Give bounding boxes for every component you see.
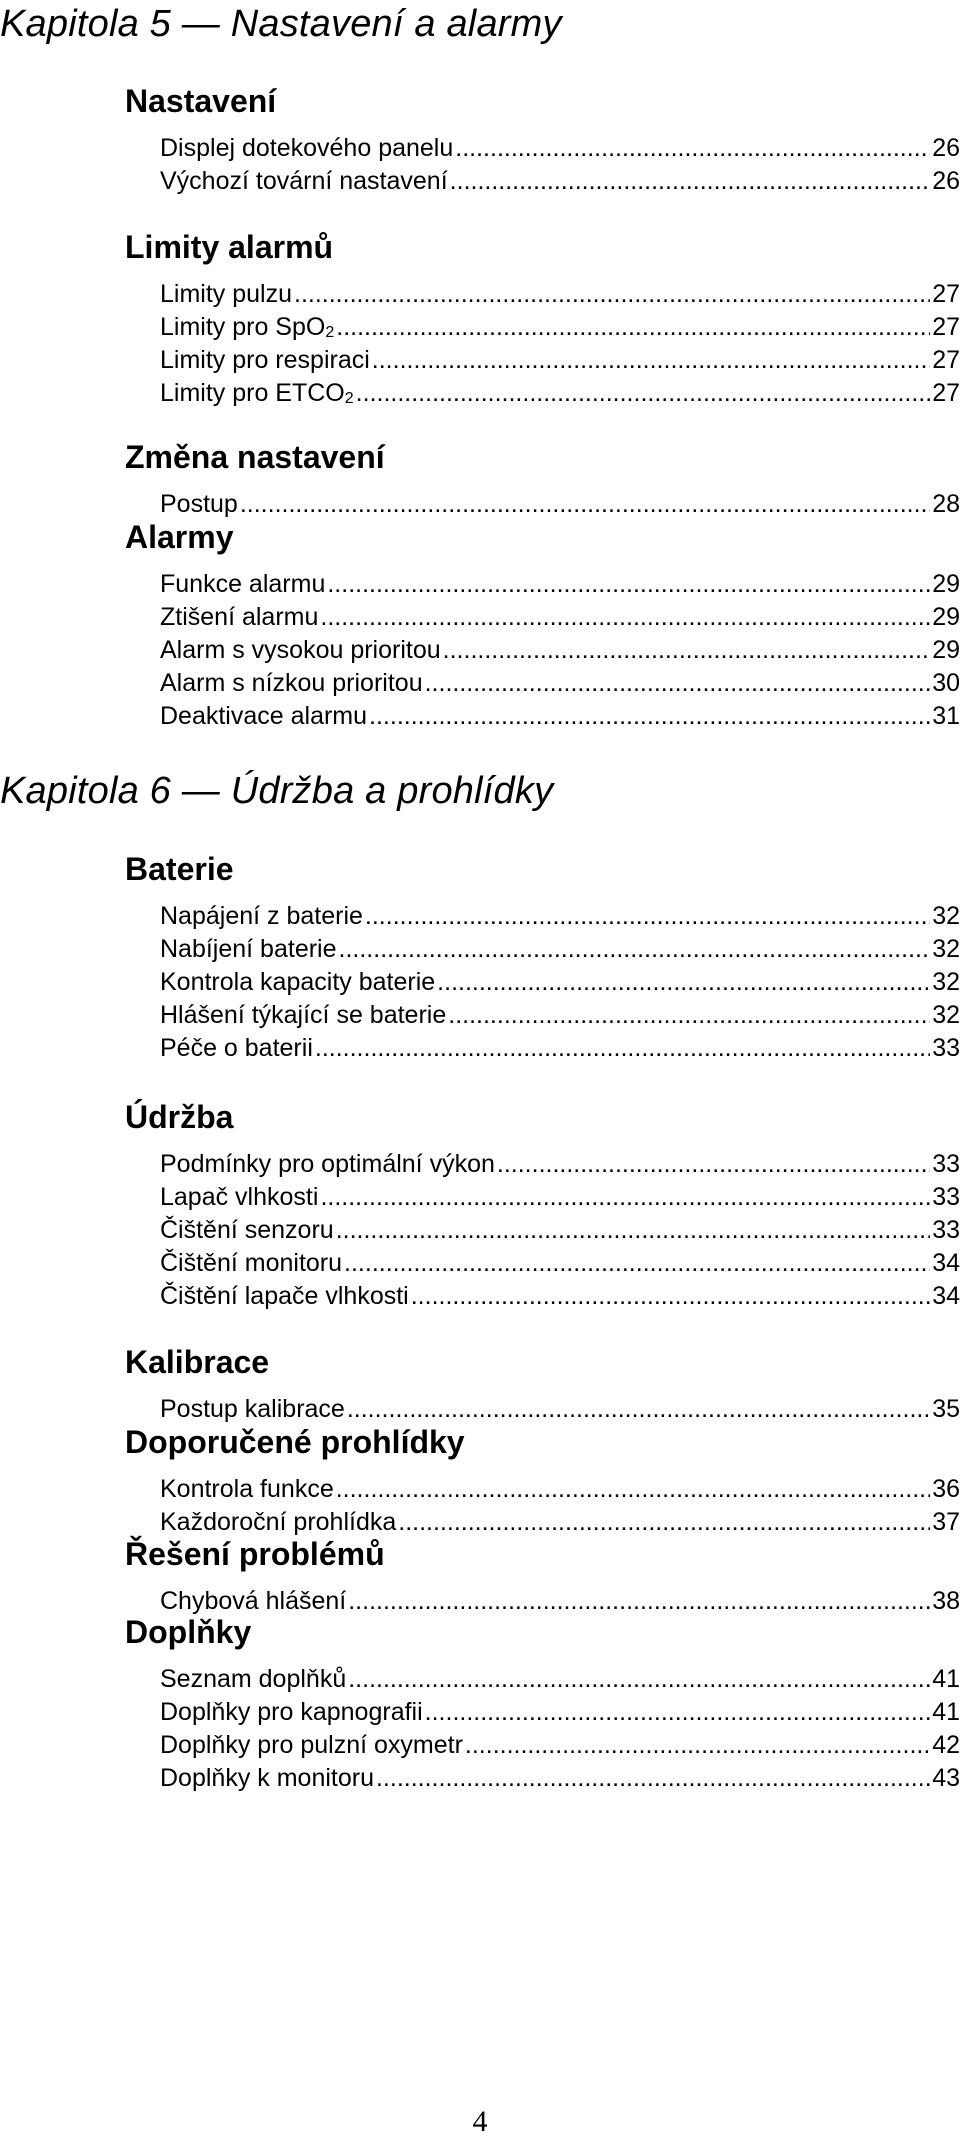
toc-entry[interactable] bbox=[160, 344, 960, 377]
dot-leader bbox=[376, 1762, 930, 1795]
section-title: Doporučené prohlídky bbox=[125, 1424, 465, 1460]
entry-page-number: 27 bbox=[932, 313, 960, 341]
entry-list bbox=[160, 1473, 960, 1539]
toc-section bbox=[125, 1098, 960, 1313]
entry-label: Péče o baterii bbox=[160, 1034, 313, 1062]
entry-page-number: 26 bbox=[932, 167, 960, 195]
entry-label: Kontrola funkce bbox=[160, 1475, 334, 1503]
entry-label: Výchozí tovární nastavení bbox=[160, 167, 448, 195]
page-number: 4 bbox=[472, 2105, 488, 2138]
entry-list bbox=[160, 1393, 960, 1426]
entry-label: Postup kalibrace bbox=[160, 1395, 345, 1423]
entry-page-number: 34 bbox=[932, 1249, 960, 1277]
entry-label: Limity pulzu bbox=[160, 280, 292, 308]
entry-list bbox=[160, 900, 960, 1065]
dot-leader bbox=[425, 1696, 931, 1729]
dot-leader bbox=[320, 601, 930, 634]
dot-leader bbox=[336, 1214, 930, 1247]
toc-section bbox=[125, 1423, 960, 1539]
entry-label-text: Limity pro ETCO bbox=[160, 379, 345, 407]
entry-page-number: 30 bbox=[932, 669, 960, 697]
toc-entry[interactable] bbox=[160, 999, 960, 1032]
toc-section bbox=[125, 850, 960, 1065]
toc-entry[interactable] bbox=[160, 1148, 960, 1181]
entry-page-number: 32 bbox=[932, 935, 960, 963]
dot-leader bbox=[344, 1247, 930, 1280]
dot-leader bbox=[320, 1181, 930, 1214]
toc-entry[interactable] bbox=[160, 1729, 960, 1762]
entry-page-number: 37 bbox=[932, 1508, 960, 1536]
entry-label: Hlášení týkající se baterie bbox=[160, 1001, 447, 1029]
chapter-title: Kapitola 5 — Nastavení a alarmy bbox=[0, 3, 562, 45]
dot-leader bbox=[327, 568, 930, 601]
toc-section bbox=[125, 82, 960, 198]
entry-label: Chybová hlášení bbox=[160, 1587, 347, 1615]
dot-leader bbox=[448, 999, 930, 1032]
section-title: Limity alarmů bbox=[125, 229, 334, 265]
entry-label bbox=[160, 311, 334, 344]
toc-entry[interactable] bbox=[160, 568, 960, 601]
entry-page-number: 31 bbox=[932, 702, 960, 730]
toc-entry[interactable] bbox=[160, 700, 960, 733]
entry-page-number: 27 bbox=[932, 379, 960, 407]
entry-page-number: 33 bbox=[932, 1216, 960, 1244]
entry-page-number: 41 bbox=[932, 1665, 960, 1693]
toc-entry[interactable] bbox=[160, 900, 960, 933]
toc-entry[interactable] bbox=[160, 488, 960, 521]
entry-list bbox=[160, 132, 960, 198]
toc-section bbox=[125, 1535, 960, 1618]
entry-page-number: 27 bbox=[932, 280, 960, 308]
entry-label: Čištění lapače vlhkosti bbox=[160, 1282, 409, 1310]
section-title: Údržba bbox=[125, 1099, 234, 1135]
dot-leader bbox=[372, 344, 930, 377]
entry-label: Alarm s vysokou prioritou bbox=[160, 636, 441, 664]
entry-label: Displej dotekového panelu bbox=[160, 134, 454, 162]
dot-leader bbox=[425, 667, 931, 700]
entry-page-number: 32 bbox=[932, 968, 960, 996]
entry-label: Ztišení alarmu bbox=[160, 603, 319, 631]
entry-label: Funkce alarmu bbox=[160, 570, 326, 598]
dot-leader bbox=[347, 1393, 930, 1426]
toc-entry[interactable] bbox=[160, 1280, 960, 1313]
toc-entry[interactable] bbox=[160, 1247, 960, 1280]
entry-label: Nabíjení baterie bbox=[160, 935, 337, 963]
section-title: Kalibrace bbox=[125, 1344, 270, 1380]
entry-page-number: 27 bbox=[932, 346, 960, 374]
entry-page-number: 33 bbox=[932, 1183, 960, 1211]
dot-leader bbox=[437, 966, 930, 999]
entry-label: Doplňky pro pulzní oxymetr bbox=[160, 1731, 463, 1759]
dot-leader bbox=[315, 1032, 930, 1065]
entry-page-number: 33 bbox=[932, 1150, 960, 1178]
dot-leader bbox=[240, 488, 930, 521]
dot-leader bbox=[365, 900, 930, 933]
entry-label: Čištění senzoru bbox=[160, 1216, 334, 1244]
entry-page-number: 43 bbox=[932, 1764, 960, 1792]
toc-entry[interactable] bbox=[160, 1032, 960, 1065]
toc-entry[interactable] bbox=[160, 278, 960, 311]
toc-entry[interactable] bbox=[160, 933, 960, 966]
entry-list bbox=[160, 568, 960, 733]
dot-leader bbox=[336, 1473, 930, 1506]
entry-label bbox=[160, 377, 354, 410]
entry-page-number: 41 bbox=[932, 1698, 960, 1726]
entry-list bbox=[160, 278, 960, 410]
dot-leader bbox=[348, 1663, 930, 1696]
toc-entry[interactable] bbox=[160, 1393, 960, 1426]
entry-page-number: 33 bbox=[932, 1034, 960, 1062]
entry-page-number: 32 bbox=[932, 902, 960, 930]
dot-leader bbox=[411, 1280, 930, 1313]
entry-page-number: 26 bbox=[932, 134, 960, 162]
entry-page-number: 42 bbox=[932, 1731, 960, 1759]
section-title: Nastavení bbox=[125, 83, 277, 119]
section-title: Změna nastavení bbox=[125, 439, 385, 475]
toc-section bbox=[125, 1343, 960, 1426]
entry-label: Alarm s nízkou prioritou bbox=[160, 669, 423, 697]
dot-leader bbox=[455, 132, 930, 165]
toc-entry[interactable] bbox=[160, 634, 960, 667]
subscript: 2 bbox=[344, 390, 354, 407]
dot-leader bbox=[450, 165, 931, 198]
dot-leader bbox=[369, 700, 930, 733]
entry-label: Napájení z baterie bbox=[160, 902, 363, 930]
toc-entry[interactable] bbox=[160, 377, 960, 410]
entry-label: Podmínky pro optimální výkon bbox=[160, 1150, 495, 1178]
section-title: Alarmy bbox=[125, 519, 234, 555]
toc-section bbox=[125, 518, 960, 733]
toc-entry[interactable] bbox=[160, 601, 960, 634]
entry-label: Seznam doplňků bbox=[160, 1665, 347, 1693]
entry-label: Doplňky k monitoru bbox=[160, 1764, 374, 1792]
entry-label: Každoroční prohlídka bbox=[160, 1508, 397, 1536]
entry-list bbox=[160, 1663, 960, 1795]
toc-entry[interactable] bbox=[160, 966, 960, 999]
chapter-title: Kapitola 6 — Údržba a prohlídky bbox=[0, 770, 554, 812]
section-title: Baterie bbox=[125, 851, 234, 887]
section-title: Doplňky bbox=[125, 1614, 252, 1650]
dot-leader bbox=[339, 933, 931, 966]
entry-page-number: 29 bbox=[932, 603, 960, 631]
toc-entry[interactable] bbox=[160, 1696, 960, 1729]
toc-entry[interactable] bbox=[160, 667, 960, 700]
section-title: Řešení problémů bbox=[125, 1536, 385, 1572]
toc-section bbox=[125, 1613, 960, 1795]
toc-entry[interactable] bbox=[160, 1663, 960, 1696]
dot-leader bbox=[336, 311, 930, 344]
entry-page-number: 36 bbox=[932, 1475, 960, 1503]
entry-page-number: 29 bbox=[932, 636, 960, 664]
entry-label: Čištění monitoru bbox=[160, 1249, 343, 1277]
toc-entry[interactable] bbox=[160, 1473, 960, 1506]
entry-page-number: 38 bbox=[932, 1587, 960, 1615]
toc-section bbox=[125, 438, 960, 521]
toc-entry[interactable] bbox=[160, 311, 960, 344]
entry-page-number: 32 bbox=[932, 1001, 960, 1029]
entry-label-text: Limity pro SpO bbox=[160, 313, 326, 341]
entry-label: Doplňky pro kapnografii bbox=[160, 1698, 423, 1726]
dot-leader bbox=[465, 1729, 930, 1762]
dot-leader bbox=[294, 278, 930, 311]
entry-page-number: 29 bbox=[932, 570, 960, 598]
entry-page-number: 34 bbox=[932, 1282, 960, 1310]
entry-label: Kontrola kapacity baterie bbox=[160, 968, 436, 996]
entry-page-number: 35 bbox=[932, 1395, 960, 1423]
entry-label: Lapač vlhkosti bbox=[160, 1183, 319, 1211]
entry-label: Postup bbox=[160, 490, 238, 518]
toc-entry[interactable] bbox=[160, 1214, 960, 1247]
entry-list bbox=[160, 488, 960, 521]
toc-entry[interactable] bbox=[160, 1181, 960, 1214]
entry-page-number: 28 bbox=[932, 490, 960, 518]
toc-entry[interactable] bbox=[160, 165, 960, 198]
toc-section bbox=[125, 228, 960, 410]
entry-list bbox=[160, 1148, 960, 1313]
entry-label: Deaktivace alarmu bbox=[160, 702, 368, 730]
dot-leader bbox=[356, 377, 931, 410]
dot-leader bbox=[497, 1148, 930, 1181]
toc-entry[interactable] bbox=[160, 132, 960, 165]
dot-leader bbox=[443, 634, 931, 667]
subscript: 2 bbox=[325, 324, 335, 341]
toc-entry[interactable] bbox=[160, 1762, 960, 1795]
entry-label: Limity pro respiraci bbox=[160, 346, 370, 374]
